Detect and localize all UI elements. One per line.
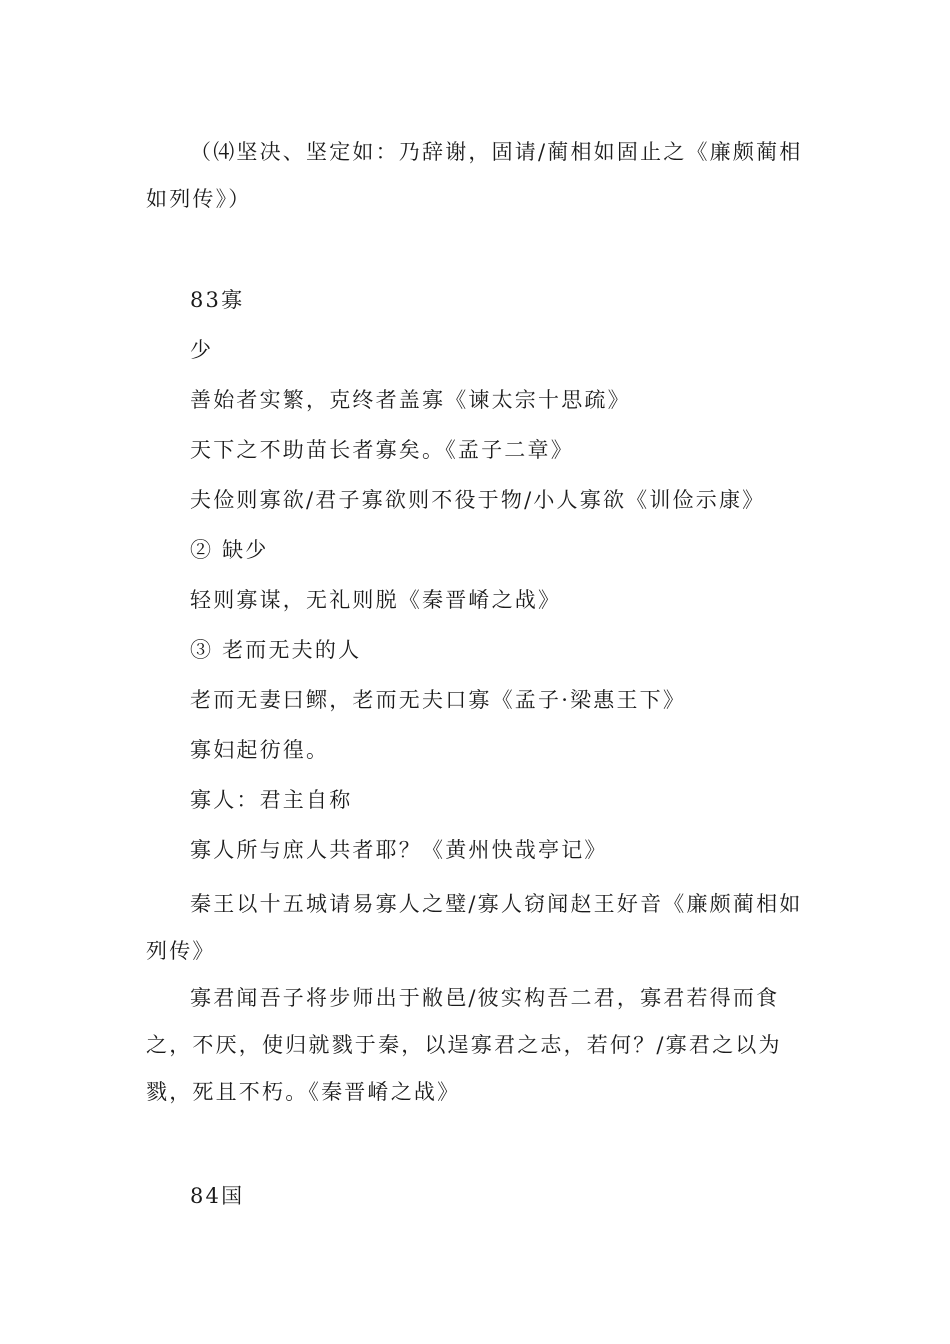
section-heading-84: 84国: [190, 1184, 245, 1208]
example-line: 轻则寡谋，无礼则脱《秦晋崤之战》: [190, 588, 562, 612]
example-line: 天下之不助苗长者寡矣。《孟子二章》: [190, 438, 574, 462]
definition-shao: 少: [190, 338, 214, 362]
section-heading-83: 83寡: [190, 288, 245, 312]
example-line: 老而无妻曰鳏，老而无夫口寡《孟子·梁惠王下》: [190, 688, 687, 712]
definition-guaren: 寡人：君主自称: [190, 788, 353, 812]
definition-laoerwufu: ③ 老而无夫的人: [190, 638, 362, 662]
example-line: 寡妇起彷徨。: [190, 738, 330, 762]
definition-queshao: ② 缺少: [190, 538, 269, 562]
paragraph-gu-jianding: （⑷坚决、坚定如：乃辞谢，固请/蔺相如固止之《廉颇蔺相如列传》）: [146, 140, 803, 211]
example-line: 善始者实繁，克终者盖寡《谏太宗十思疏》: [190, 388, 631, 412]
paragraph-guajun: 寡君闻吾子将步师出于敝邑/彼实构吾二君，寡君若得而食之，不厌，使归就戮于秦，以逞寡君之志，若何？/寡君之以为戮，死且不朽。《秦晋崤之战》: [146, 986, 782, 1104]
example-line: 夫俭则寡欲/君子寡欲则不役于物/小人寡欲《训俭示康》: [190, 488, 766, 512]
example-line: 寡人所与庶人共者耶？《黄州快哉亭记》: [190, 838, 608, 862]
paragraph-qinwang: 秦王以十五城请易寡人之璧/寡人窃闻赵王好音《廉颇蔺相如列传》: [146, 892, 803, 963]
